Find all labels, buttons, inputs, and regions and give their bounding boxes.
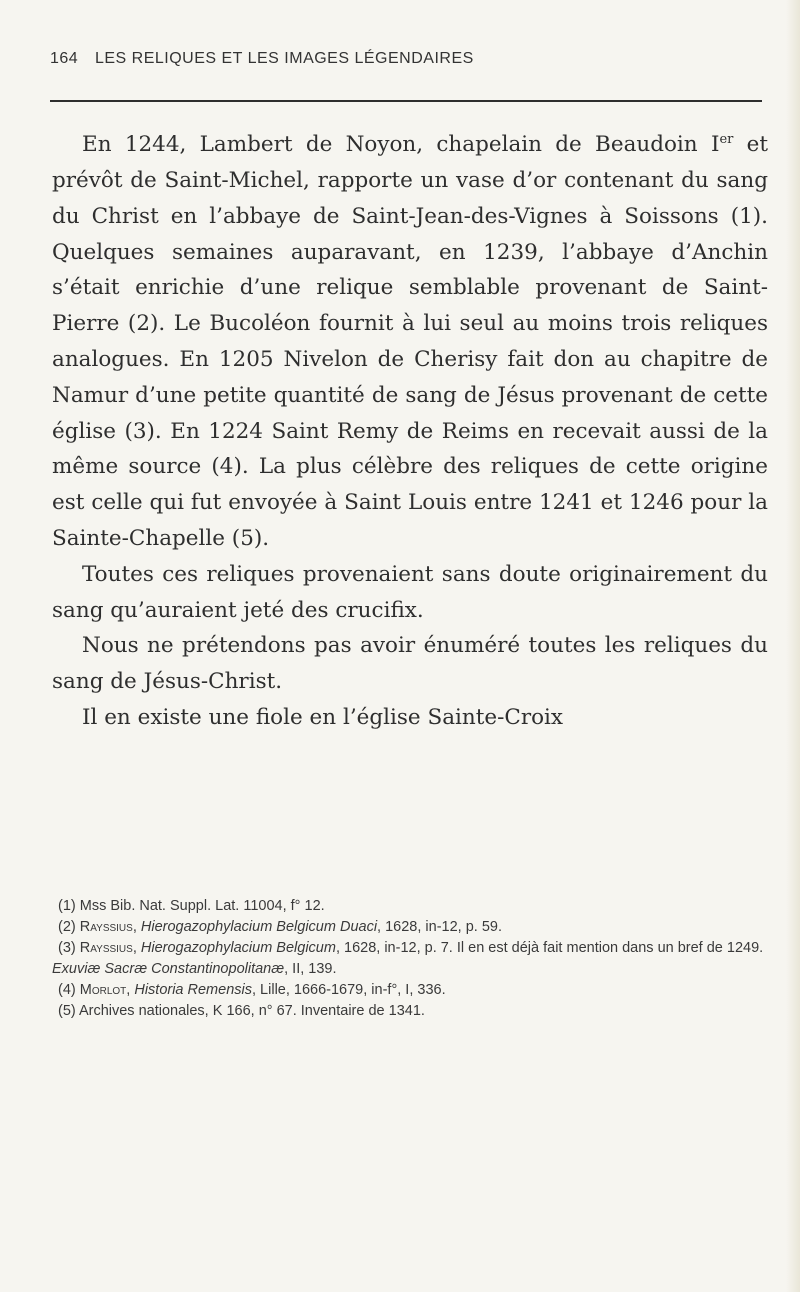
footnote-5: (5) Archives nationales, K 166, n° 67. Inventaire de 1341. (58, 1003, 425, 1019)
paragraph-1 (52, 122, 768, 557)
footnote-3-number: (3) (58, 940, 80, 956)
footnote-2-author: Rayssius (79, 919, 133, 935)
paragraph-1-part-1: En 1244, Lambert de Noyon, chapelain de Beaudoin I (82, 132, 720, 158)
running-header (50, 50, 760, 68)
page-number: 164 (50, 50, 79, 67)
footnote-3 (52, 938, 768, 980)
footnote-4-rest: , Lille, 1666-1679, in-f°, I, 336. (252, 982, 446, 998)
footnote-2 (52, 917, 768, 938)
footnote-2-number: (2) (58, 919, 80, 935)
paragraph-3: Nous ne prétendons pas avoir énuméré toutes les reliques du sang de Jésus-Christ. (52, 633, 768, 695)
paragraph-1-part-2: et prévôt de Saint-Michel, rapporte un vase d’or contenant du sang du Christ en l’abbaye de Saint-Jean-des-Vignes à Soissons (1). Quelques semaines auparavant, en 1239, l’abbaye d’Anchin s’était enrichie d’une relique semblable provenant de Saint-Pierre (2). Le Bucoléon fournit à lui seul au moins trois reliques analogues. En 1205 Nivelon de Cherisy fait don au chapitre de Namur d’une petite quantité de sang de Jésus provenant de cette église (3). En 1224 Saint Remy de Reims en recevait aussi de la même source (4). La plus célèbre des reliques de cette origine est celle qui fut envoyée à Saint Louis entre 1241 et 1246 pour la Sainte-Chapelle (5). (52, 132, 769, 551)
header-rule (50, 100, 762, 102)
footnote-4-title: Historia Remensis (134, 982, 252, 998)
footnote-3-author: Rayssius (79, 940, 133, 956)
running-title: LES RELIQUES ET LES IMAGES LÉGENDAIRES (94, 50, 474, 67)
footnote-3-sep: , (132, 940, 141, 956)
footnote-3-rest-2: , II, 139. (284, 961, 337, 977)
footnote-2-title: Hierogazophylacium Belgicum Duaci (140, 919, 378, 935)
footnotes (52, 896, 768, 1022)
footnote-4-author: Morlot (79, 982, 127, 998)
superscript-er: er (719, 132, 734, 147)
footnote-3-title: Hierogazophylacium Belgicum (140, 940, 336, 956)
footnote-3-rest: , 1628, in-12, p. 7. Il en est déjà fait mention dans un bref de 1249. (335, 940, 764, 956)
paragraph-4: Il en existe une fiole en l’église Sainte-Croix (82, 704, 564, 730)
main-text (52, 122, 768, 736)
paragraph-2: Toutes ces reliques provenaient sans doute originairement du sang qu’auraient jeté des crucifix. (52, 561, 768, 623)
page-edge (786, 0, 800, 1292)
footnote-3-title-2: Exuviæ Sacræ Constantinopolitanæ (52, 961, 285, 977)
footnote-4 (52, 980, 768, 1001)
footnote-1: (1) Mss Bib. Nat. Suppl. Lat. 11004, f° 12. (58, 898, 325, 914)
footnote-4-sep: , (126, 982, 135, 998)
footnote-2-rest: , 1628, in-12, p. 59. (377, 919, 502, 935)
footnote-2-sep: , (132, 919, 141, 935)
footnote-4-number: (4) (58, 982, 80, 998)
